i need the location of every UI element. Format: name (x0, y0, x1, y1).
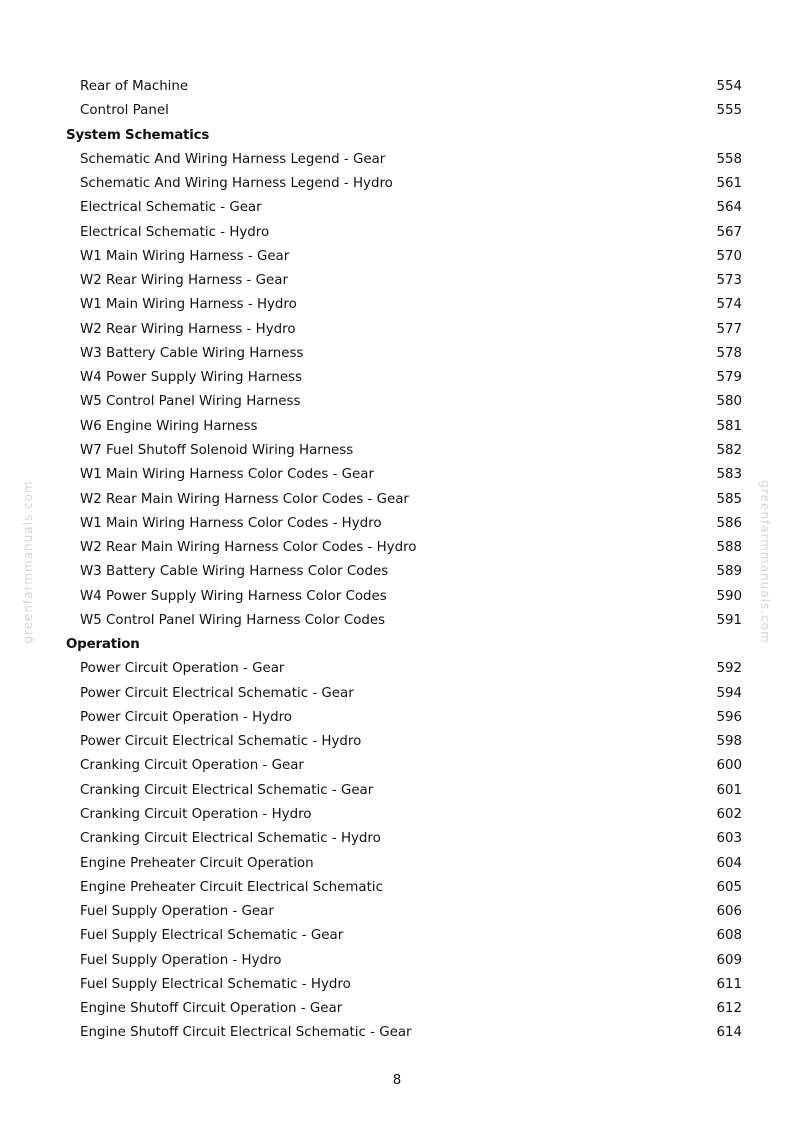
toc-entry[interactable] (66, 852, 742, 876)
entry-page-number: 582 (716, 442, 742, 458)
entry-title: Power Circuit Operation - Gear (80, 661, 285, 677)
toc-entry[interactable] (66, 245, 742, 269)
entry-title: Cranking Circuit Operation - Gear (80, 758, 304, 774)
toc-entry[interactable] (66, 318, 742, 342)
entry-title: W3 Battery Cable Wiring Harness Color Codes (80, 564, 389, 580)
entry-title: Electrical Schematic - Gear (80, 200, 262, 216)
entry-page-number: 594 (716, 685, 742, 701)
entry-page-number: 611 (716, 976, 742, 992)
entry-title: Cranking Circuit Electrical Schematic - Gear (80, 782, 374, 798)
entry-page-number: 561 (716, 176, 742, 192)
entry-title: Power Circuit Operation - Hydro (80, 709, 292, 725)
entry-title: Fuel Supply Operation - Hydro (80, 952, 282, 968)
toc-entry[interactable] (66, 706, 742, 730)
entry-title: W2 Rear Main Wiring Harness Color Codes - Hydro (80, 540, 417, 556)
entry-page-number: 577 (716, 321, 742, 337)
entry-title: W2 Rear Wiring Harness - Gear (80, 273, 288, 289)
entry-page-number: 581 (716, 418, 742, 434)
toc-section-heading (66, 124, 742, 148)
toc-entry[interactable] (66, 827, 742, 851)
entry-title: Electrical Schematic - Hydro (80, 224, 270, 240)
entry-page-number: 589 (716, 564, 742, 580)
entry-title: Control Panel (80, 103, 169, 119)
entry-title: W4 Power Supply Wiring Harness Color Codes (80, 588, 387, 604)
toc-entry[interactable] (66, 366, 742, 390)
toc-entry[interactable] (66, 1021, 742, 1045)
entry-page-number: 598 (716, 734, 742, 750)
entry-page-number: 554 (716, 79, 742, 94)
toc-entry[interactable] (66, 754, 742, 778)
page-number: 8 (392, 1073, 402, 1088)
entry-title: Cranking Circuit Electrical Schematic - Hydro (80, 831, 381, 847)
entry-title: Fuel Supply Electrical Schematic - Hydro (80, 976, 351, 992)
entry-title: W5 Control Panel Wiring Harness (80, 394, 301, 410)
entry-page-number: 600 (716, 758, 742, 774)
toc-entry[interactable] (66, 997, 742, 1021)
entry-title: W5 Control Panel Wiring Harness Color Codes (80, 612, 386, 628)
toc-entry[interactable] (66, 900, 742, 924)
toc-entry[interactable] (66, 196, 742, 220)
entry-title: W2 Rear Main Wiring Harness Color Codes - Gear (80, 491, 409, 507)
entry-page-number: 596 (716, 709, 742, 725)
toc-entry[interactable] (66, 876, 742, 900)
entry-page-number: 573 (716, 273, 742, 289)
entry-page-number: 590 (716, 588, 742, 604)
entry-page-number: 585 (716, 491, 742, 507)
toc-entry[interactable] (66, 536, 742, 560)
toc-entry[interactable] (66, 779, 742, 803)
entry-page-number: 564 (716, 200, 742, 216)
entry-page-number: 592 (716, 661, 742, 677)
entry-page-number: 604 (716, 855, 742, 871)
toc-entry[interactable] (66, 730, 742, 754)
toc-entry[interactable] (66, 682, 742, 706)
entry-title: Power Circuit Electrical Schematic - Hydro (80, 734, 362, 750)
entry-page-number: 591 (716, 612, 742, 628)
section-title: Operation (66, 637, 140, 653)
toc-entry[interactable] (66, 148, 742, 172)
entry-page-number: 555 (716, 103, 742, 119)
entry-title: W1 Main Wiring Harness Color Codes - Gear (80, 467, 374, 483)
table-of-contents (66, 75, 742, 1046)
entry-title: Power Circuit Electrical Schematic - Gear (80, 685, 354, 701)
section-title: System Schematics (66, 127, 210, 143)
toc-section-heading (66, 633, 742, 657)
entry-page-number: 588 (716, 540, 742, 556)
toc-entry[interactable] (66, 973, 742, 997)
entry-title: W3 Battery Cable Wiring Harness (80, 345, 304, 361)
toc-entry[interactable] (66, 560, 742, 584)
toc-entry[interactable] (66, 439, 742, 463)
entry-page-number: 602 (716, 806, 742, 822)
entry-page-number: 583 (716, 467, 742, 483)
entry-title: W7 Fuel Shutoff Solenoid Wiring Harness (80, 442, 354, 458)
entry-title: Schematic And Wiring Harness Legend - Hydro (80, 176, 393, 192)
toc-entry[interactable] (66, 924, 742, 948)
entry-title: Fuel Supply Electrical Schematic - Gear (80, 928, 344, 944)
entry-page-number: 606 (716, 904, 742, 920)
entry-title: Rear of Machine (80, 79, 189, 94)
entry-title: Engine Preheater Circuit Operation (80, 855, 314, 871)
entry-page-number: 586 (716, 515, 742, 531)
entry-title: W6 Engine Wiring Harness (80, 418, 258, 434)
entry-title: Engine Shutoff Circuit Operation - Gear (80, 1001, 343, 1017)
entry-page-number: 579 (716, 370, 742, 386)
entry-title: W1 Main Wiring Harness - Hydro (80, 297, 297, 313)
toc-entry[interactable] (66, 585, 742, 609)
toc-entry[interactable] (66, 415, 742, 439)
entry-title: Schematic And Wiring Harness Legend - Gear (80, 151, 386, 167)
toc-entry[interactable] (66, 609, 742, 633)
entry-title: W2 Rear Wiring Harness - Hydro (80, 321, 296, 337)
entry-title: Fuel Supply Operation - Gear (80, 904, 274, 920)
toc-entry[interactable] (66, 657, 742, 681)
entry-page-number: 567 (716, 224, 742, 240)
entry-title: W4 Power Supply Wiring Harness (80, 370, 303, 386)
entry-page-number: 605 (716, 879, 742, 895)
toc-entry[interactable] (66, 949, 742, 973)
toc-entry[interactable] (66, 221, 742, 245)
entry-page-number: 574 (716, 297, 742, 313)
entry-page-number: 570 (716, 248, 742, 264)
entry-page-number: 614 (716, 1025, 742, 1041)
entry-page-number: 580 (716, 394, 742, 410)
entry-page-number: 558 (716, 151, 742, 167)
entry-page-number: 608 (716, 928, 742, 944)
toc-entry[interactable] (66, 512, 742, 536)
entry-page-number: 612 (716, 1001, 742, 1017)
entry-page-number: 609 (716, 952, 742, 968)
entry-title: Engine Shutoff Circuit Electrical Schematic - Gear (80, 1025, 412, 1041)
watermark-right: greenfarmmanuals.com (758, 480, 772, 644)
entry-page-number: 601 (716, 782, 742, 798)
toc-entry[interactable] (66, 293, 742, 317)
toc-entry[interactable] (66, 75, 742, 99)
watermark-left: greenfarmmanuals.com (21, 480, 35, 644)
entry-page-number: 578 (716, 345, 742, 361)
toc-entry[interactable] (66, 463, 742, 487)
toc-entry[interactable] (66, 269, 742, 293)
entry-title: Engine Preheater Circuit Electrical Schematic (80, 879, 383, 895)
toc-entry[interactable] (66, 99, 742, 123)
toc-entry[interactable] (66, 488, 742, 512)
entry-title: W1 Main Wiring Harness - Gear (80, 248, 290, 264)
entry-page-number: 603 (716, 831, 742, 847)
toc-entry[interactable] (66, 172, 742, 196)
toc-entry[interactable] (66, 390, 742, 414)
toc-entry[interactable] (66, 342, 742, 366)
toc-entry[interactable] (66, 803, 742, 827)
entry-title: W1 Main Wiring Harness Color Codes - Hydro (80, 515, 382, 531)
entry-title: Cranking Circuit Operation - Hydro (80, 806, 312, 822)
